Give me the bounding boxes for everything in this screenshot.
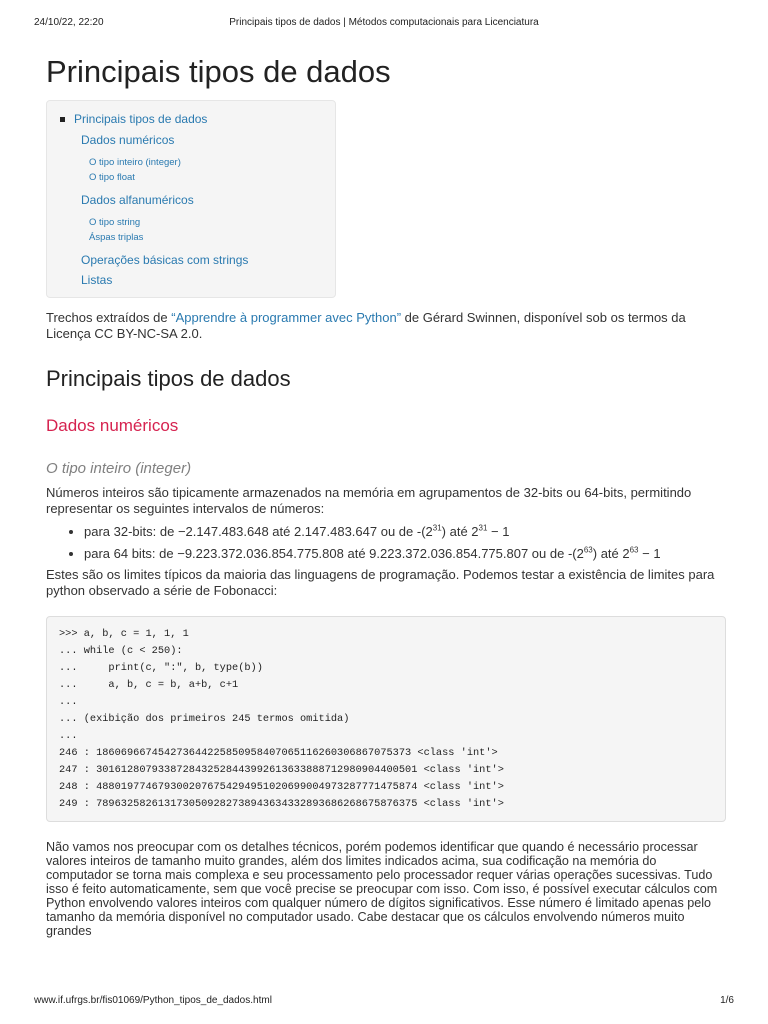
- toc-link-triple[interactable]: Áspas triplas: [89, 232, 144, 243]
- toc-link-numeric[interactable]: Dados numéricos: [81, 133, 175, 147]
- print-url: www.if.ufrgs.br/fis01069/Python_tipos_de_dados.html: [34, 995, 272, 1006]
- subsection-numeric: Dados numéricos: [46, 416, 179, 435]
- toc-item-float[interactable]: [59, 170, 323, 185]
- main-content: [46, 50, 726, 938]
- code-line: ... (exibição dos primeiros 245 termos omitida): [59, 713, 350, 725]
- closing-paragraph: Não vamos nos preocupar com os detalhes técnicos, porém podemos identificar que quando é necessário processar valores inteiros de tamanho muito grandes, além dos limites indicados acima, sua codificação na memória do computador se torna mais complexa e seu processamento pelo processador requer várias operações sucessivas. Tudo isso é feito automaticamente, sem que você precise se preocupar com isso. Com isso, é possível executar cálculos com Python envolvendo valores inteiros com qualquer número de dígitos significativos. Esse número é limitado apenas pelo tamanho da memória disponível no computador usado. Cabe destacar que os cálculos envolvendo números muito grandes: [46, 840, 718, 938]
- code-line: ...: [59, 696, 78, 708]
- code-line: ... while (c < 250):: [59, 645, 183, 657]
- print-header: [34, 17, 734, 31]
- code-block[interactable]: [46, 616, 726, 822]
- code-line: 249 : 7896325826131730509282738943634332893686268675876375 <class 'int'>: [59, 798, 504, 810]
- table-of-contents: [46, 100, 336, 298]
- print-datetime: 24/10/22, 22:20: [34, 17, 104, 28]
- list-item: • para 64 bits: de −9.223.372.036.854.775.808 até 9.223.372.036.854.775.807 ou de $-(2^{63})$ até $2^{63} - 1$: [84, 546, 726, 562]
- toc-link-principais[interactable]: Principais tipos de dados: [74, 112, 208, 126]
- page-title: Principais tipos de dados: [46, 54, 391, 89]
- toc-item-top[interactable]: [59, 109, 323, 129]
- code-line: 247 : 3016128079338728432528443992613633888712980904400501 <class 'int'>: [59, 764, 504, 776]
- print-page-number: 1/6: [720, 995, 734, 1006]
- intro-suffix: de Gérard Swinnen, disponível sob os termos da Licença CC BY-NC-SA 2.0.: [46, 310, 686, 341]
- toc-link-string[interactable]: O tipo string: [89, 217, 141, 228]
- toc-link-lists[interactable]: Listas: [81, 273, 113, 287]
- book-link[interactable]: “Apprendre à programmer avec Python”: [171, 310, 402, 325]
- code-line: ... a, b, c = b, a+b, c+1: [59, 679, 239, 691]
- square-bullet-icon: [60, 117, 65, 122]
- code-line: ... print(c, ":", b, type(b)): [59, 662, 263, 674]
- code-line: >>> a, b, c = 1, 1, 1: [59, 628, 189, 640]
- toc-item-int[interactable]: [59, 155, 323, 170]
- intro-prefix: Trechos extraídos de: [46, 310, 172, 325]
- print-page-title: Principais tipos de dados | Métodos computacionais para Licenciatura: [229, 17, 539, 28]
- code-line: 246 : 1860696674542736442258509584070651162603068670753​73 <class 'int'>: [59, 747, 498, 759]
- toc-item-string[interactable]: [59, 215, 323, 230]
- subsub-int: O tipo inteiro (integer): [46, 460, 192, 477]
- toc-link-int[interactable]: O tipo inteiro (integer): [89, 157, 181, 168]
- toc-item-numeric[interactable]: [59, 129, 323, 151]
- toc-item-triple[interactable]: [59, 230, 323, 245]
- section-title: Principais tipos de dados: [46, 366, 291, 391]
- toc-item-lists[interactable]: [59, 271, 323, 289]
- code-line: 248 : 4880197746793002076754294951020699004973287771475874 <class 'int'>: [59, 781, 504, 793]
- print-footer: [34, 995, 734, 1009]
- int-paragraph: Números inteiros são tipicamente armazenados na memória em agrupamentos de 32-bits ou 64-bits, permitindo representar os seguintes intervalos de números:: [46, 485, 692, 516]
- toc-link-float[interactable]: O tipo float: [89, 172, 135, 183]
- toc-item-alnum[interactable]: [59, 189, 323, 211]
- code-line: ...: [59, 730, 78, 742]
- toc-item-string-ops[interactable]: [59, 249, 323, 271]
- list-item: • para 32-bits: de −2.147.483.648 até 2.147.483.647 ou de $-(2^{31})$ até $2^{31} - 1$: [84, 524, 726, 540]
- int-range-list: [46, 524, 726, 561]
- limits-paragraph: Estes são os limites típicos da maioria das linguagens de programação. Podemos testar a existência de limites para python observado a série de Fobonacci:: [46, 567, 715, 598]
- toc-link-string-ops[interactable]: Operações básicas com strings: [81, 253, 249, 267]
- toc-link-alnum[interactable]: Dados alfanuméricos: [81, 193, 194, 207]
- intro-paragraph: [46, 310, 726, 341]
